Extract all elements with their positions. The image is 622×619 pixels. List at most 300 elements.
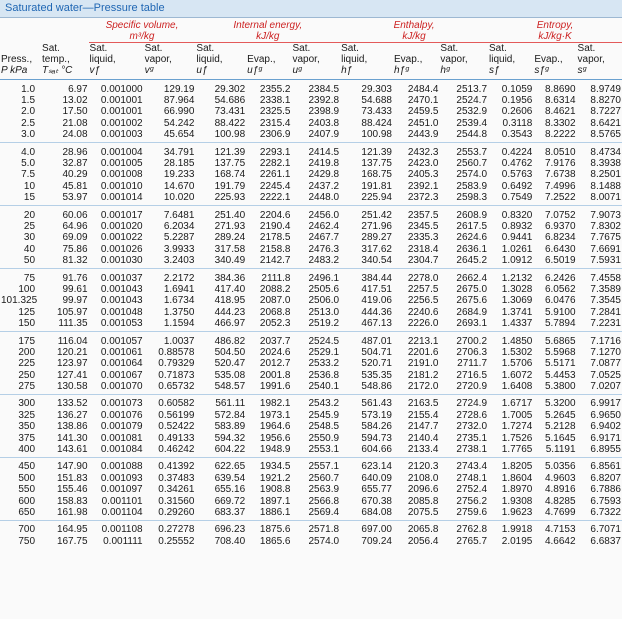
- table-cell: 639.54: [214, 473, 246, 484]
- table-cell: 1.5706: [501, 358, 533, 370]
- table-cell: 1.9308: [501, 495, 533, 507]
- table-cell: 2560.7: [456, 158, 488, 170]
- table-cell: 548.86: [340, 381, 393, 394]
- table-block: [0, 520, 622, 548]
- table-cell: 2278.0: [407, 272, 439, 284]
- table-cell: 40.29: [62, 169, 88, 181]
- table-cell: 5.3200: [544, 398, 576, 410]
- table-cell: 0.3118: [502, 118, 533, 129]
- table-cell: 2222.1: [246, 193, 291, 206]
- table-cell: 2282.1: [259, 158, 291, 170]
- table-cell: 5.0356: [544, 461, 576, 473]
- table-cell: 69.09: [62, 232, 88, 244]
- table-cell: 2545.9: [308, 410, 340, 421]
- table-cell: 5.5171: [544, 358, 576, 370]
- table-cell: 2443.9: [393, 130, 439, 143]
- column-header: [393, 43, 439, 77]
- table-cell: 100: [18, 284, 36, 295]
- table-cell: 0.3543: [488, 130, 533, 143]
- table-cell: 2419.8: [308, 158, 340, 170]
- table-cell: 2571.8: [308, 524, 340, 536]
- table-cell: 100.98: [340, 130, 393, 143]
- group-header-specific-volume: Specific volume, m³/kg: [89, 20, 196, 43]
- table-cell: 504.71: [361, 347, 392, 358]
- column-header: [0, 43, 41, 77]
- table-cell: 584.26: [361, 421, 392, 433]
- table-cell: 2245.4: [259, 181, 291, 192]
- table-cell: 7.3589: [590, 284, 621, 295]
- table-block: [0, 142, 622, 205]
- table-cell: 1.3750: [163, 307, 195, 318]
- table-cell: 99.61: [62, 284, 88, 295]
- table-cell: 75: [23, 272, 36, 284]
- table-cell: 289.24: [214, 232, 246, 244]
- table-cell: 0.37483: [158, 473, 195, 484]
- table-cell: 2398.9: [308, 106, 340, 118]
- column-header: [195, 43, 246, 77]
- table-cell: 0.001081: [100, 432, 143, 444]
- table-cell: 1.1594: [144, 318, 196, 331]
- table-cell: 2536.8: [308, 369, 340, 381]
- table-cell: 8.4734: [590, 146, 621, 158]
- table-cell: 0.49133: [158, 432, 195, 444]
- table-cell: 6.7071: [590, 524, 621, 536]
- table-cell: 225.93: [195, 193, 246, 206]
- table-cell: 40: [23, 244, 36, 255]
- column-header-line: sƒᵍ: [534, 65, 549, 76]
- table-cell: 0.4762: [501, 158, 533, 170]
- table-cell: 1.9623: [488, 507, 533, 520]
- column-header-row: [0, 43, 622, 77]
- table-cell: 0.34261: [158, 484, 195, 496]
- table-cell: 6.0476: [544, 295, 576, 307]
- table-cell: 0.001000: [100, 83, 143, 95]
- table-cell: 123.97: [56, 358, 88, 370]
- table-cell: 561.43: [361, 398, 392, 410]
- table-title: Saturated water—Pressure table: [5, 2, 165, 14]
- table-cell: 21.08: [62, 118, 88, 129]
- column-header-line: Tₛₐₜ °C: [42, 65, 73, 76]
- table-cell: 2429.8: [308, 169, 340, 181]
- table-cell: 0.8320: [501, 209, 533, 221]
- table-cell: 2423.0: [407, 158, 439, 170]
- table-cell: 1.0037: [163, 335, 195, 347]
- table-cell: 535.35: [361, 369, 392, 381]
- table-cell: 6.6837: [590, 536, 621, 547]
- table-cell: 2085.8: [407, 495, 439, 507]
- table-cell: 1991.6: [246, 381, 291, 394]
- table-cell: 2700.2: [456, 335, 488, 347]
- table-cell: 1921.2: [259, 473, 291, 484]
- column-header-line: uƒᵍ: [247, 65, 263, 76]
- table-cell: 2293.1: [259, 146, 291, 158]
- table-row: [0, 233, 622, 244]
- table-row: [0, 268, 622, 284]
- table-cell: 623.14: [361, 461, 392, 473]
- column-header-line: uᵍ: [292, 65, 302, 76]
- table-cell: 2338.1: [259, 95, 291, 107]
- table-row: [0, 507, 622, 520]
- table-cell: 0.001010: [100, 181, 143, 192]
- table-cell: 2065.8: [407, 524, 439, 536]
- table-cell: 0.88578: [158, 347, 195, 358]
- table-cell: 5.3800: [533, 381, 576, 394]
- table-cell: 2407.9: [292, 130, 341, 143]
- table-cell: 7.4996: [544, 181, 576, 192]
- table-cell: 683.37: [195, 507, 246, 520]
- table-cell: 2158.8: [259, 244, 291, 255]
- table-cell: 2437.2: [308, 181, 340, 192]
- table-cell: 8.2222: [533, 130, 576, 143]
- table-cell: 289.27: [361, 232, 392, 244]
- table-row: [0, 107, 622, 118]
- column-header-line: vapor,: [440, 54, 468, 65]
- table-cell: 0.27278: [158, 524, 195, 536]
- table-cell: 500: [18, 473, 36, 484]
- table-cell: 0.001003: [89, 130, 144, 143]
- table-cell: 1956.6: [259, 432, 291, 444]
- table-cell: 121.39: [214, 146, 246, 158]
- table-row: [0, 457, 622, 473]
- table-cell: 0.6492: [501, 181, 533, 192]
- table-cell: 2484.4: [407, 83, 439, 95]
- table-cell: 486.82: [214, 335, 246, 347]
- table-cell: 2.2172: [163, 272, 195, 284]
- table-cell: 0.001111: [103, 536, 143, 547]
- table-row: [0, 394, 622, 410]
- table-cell: 2467.7: [308, 232, 340, 244]
- table-cell: 133.52: [56, 398, 88, 410]
- table-cell: 0.29260: [144, 507, 196, 520]
- table-cell: 2392.8: [308, 95, 340, 107]
- table-cell: 622.65: [214, 461, 246, 473]
- table-cell: 384.36: [214, 272, 246, 284]
- table-cell: 5.6865: [544, 335, 576, 347]
- table-cell: 1897.1: [259, 495, 291, 507]
- table-cell: 4.0: [21, 146, 36, 158]
- table-cell: 1.7274: [501, 421, 533, 433]
- table-row: [0, 296, 622, 307]
- table-cell: 1.0912: [488, 255, 533, 268]
- table-cell: 750: [18, 536, 36, 547]
- table-cell: 5.0: [21, 158, 36, 170]
- table-cell: 4.9603: [544, 473, 576, 484]
- table-cell: 2178.5: [259, 232, 291, 244]
- table-cell: 73.433: [361, 106, 392, 118]
- table-row: [0, 244, 622, 255]
- column-header-line: liquid,: [341, 54, 368, 65]
- table-cell: 2462.4: [308, 221, 340, 232]
- table-cell: 2662.4: [456, 272, 488, 284]
- table-cell: 271.96: [361, 221, 392, 232]
- column-header: [246, 43, 291, 77]
- column-header-line: liquid,: [196, 54, 223, 65]
- table-cell: 101.325: [1, 295, 38, 307]
- table-cell: 225: [18, 358, 36, 370]
- table-cell: 1.3741: [501, 307, 533, 318]
- column-header-line: [394, 43, 438, 54]
- table-cell: 0.1059: [501, 83, 533, 95]
- table-cell: 7.0752: [544, 209, 576, 221]
- table-cell: 6.2034: [163, 221, 195, 232]
- table-cell: 168.74: [214, 169, 246, 181]
- table-cell: 167.75: [56, 536, 88, 547]
- table-cell: 2357.5: [407, 209, 439, 221]
- column-header-line: Sat.: [89, 43, 108, 54]
- table-cell: 2513.0: [308, 307, 340, 318]
- table-cell: 8.5765: [577, 130, 622, 143]
- table-row: [0, 284, 622, 295]
- table-cell: 6.7886: [590, 484, 621, 496]
- table-cell: 1.3069: [501, 295, 533, 307]
- table-row: [0, 142, 622, 158]
- table-cell: 548.57: [195, 381, 246, 394]
- table-cell: 0.46242: [144, 444, 196, 457]
- table-cell: 594.73: [361, 432, 392, 444]
- table-cell: 6.97: [68, 83, 88, 95]
- table-cell: 28.96: [62, 146, 88, 158]
- table-cell: 2111.8: [261, 272, 291, 284]
- table-cell: 8.2501: [590, 169, 621, 181]
- table-cell: 8.4621: [544, 106, 576, 118]
- table-cell: 8.3938: [590, 158, 621, 170]
- table-cell: 2140.4: [407, 432, 439, 444]
- table-cell: 6.9370: [544, 221, 576, 232]
- table-cell: 10: [23, 181, 36, 192]
- table-cell: 29.302: [214, 83, 246, 95]
- table-cell: 5.1645: [544, 432, 576, 444]
- table-cell: 1934.5: [259, 461, 291, 473]
- column-header-line: liquid,: [89, 54, 116, 65]
- table-cell: 325: [18, 410, 36, 421]
- table-cell: 350: [18, 421, 36, 433]
- table-cell: 573.19: [361, 410, 392, 421]
- table-cell: 8.8690: [544, 83, 576, 95]
- table-cell: 4.6642: [544, 536, 576, 547]
- table-cell: 1.4850: [501, 335, 533, 347]
- table-cell: 105.97: [56, 307, 88, 318]
- table-row: [0, 536, 622, 548]
- table-cell: 111.35: [41, 318, 89, 331]
- column-header-line: hƒᵍ: [394, 65, 410, 76]
- table-cell: 251.42: [361, 209, 392, 221]
- table-cell: 7.3545: [590, 295, 621, 307]
- table-cell: 1.8205: [501, 461, 533, 473]
- table-cell: 151.83: [56, 473, 88, 484]
- table-row: [0, 347, 622, 358]
- table-cell: 1.6734: [163, 295, 195, 307]
- column-header-line: Press.,: [1, 54, 33, 65]
- column-header-line: vapor,: [577, 54, 605, 65]
- table-cell: 14.670: [163, 181, 195, 192]
- column-header-line: [247, 43, 290, 54]
- table-cell: 2191.0: [407, 358, 439, 370]
- table-cell: 7.4558: [590, 272, 621, 284]
- table-cell: 0.41392: [158, 461, 195, 473]
- table-cell: 535.08: [214, 369, 246, 381]
- table-cell: 225.94: [340, 193, 393, 206]
- table-cell: 1.8970: [501, 484, 533, 496]
- table-cell: 0.4224: [501, 146, 533, 158]
- table-cell: 2.0: [21, 106, 36, 118]
- column-header-line: vapor,: [292, 54, 320, 65]
- table-cell: 2506.0: [308, 295, 340, 307]
- table-cell: 2557.1: [308, 461, 340, 473]
- table-cell: 8.9749: [590, 83, 621, 95]
- table-cell: 2563.9: [308, 484, 340, 496]
- table-cell: 600: [18, 495, 36, 507]
- table-cell: 7.0207: [577, 381, 622, 394]
- table-cell: 2513.7: [456, 83, 488, 95]
- table-cell: 2414.5: [308, 146, 340, 158]
- table-cell: 604.66: [340, 444, 393, 457]
- table-cell: 1.3028: [501, 284, 533, 295]
- table-cell: 2735.1: [456, 432, 488, 444]
- table-cell: 50: [0, 255, 41, 268]
- table-cell: 5.9100: [544, 307, 576, 318]
- table-cell: 2470.1: [407, 95, 439, 107]
- table-cell: 2155.4: [407, 410, 439, 421]
- table-cell: 2720.9: [439, 381, 488, 394]
- table-cell: 8.7227: [590, 106, 621, 118]
- table-cell: 54.688: [361, 95, 392, 107]
- table-cell: 7.6738: [544, 169, 576, 181]
- table-cell: 450: [18, 461, 36, 473]
- table-cell: 4.7699: [533, 507, 576, 520]
- table-row: [0, 118, 622, 129]
- table-cell: 164.95: [56, 524, 88, 536]
- column-header-line: Sat.: [489, 43, 507, 54]
- table-cell: 384.44: [361, 272, 392, 284]
- table-row: [0, 444, 622, 457]
- table-cell: 700: [18, 524, 36, 536]
- table-cell: 2108.0: [407, 473, 439, 484]
- table-cell: 583.89: [214, 421, 246, 433]
- table-cell: 200: [18, 347, 36, 358]
- table-cell: 137.75: [214, 158, 246, 170]
- column-header-line: vƒ: [89, 65, 101, 76]
- table-cell: 6.2426: [544, 272, 576, 284]
- table-row: [0, 410, 622, 421]
- table-row: [0, 158, 622, 169]
- table-cell: 8.0071: [577, 193, 622, 206]
- table-cell: 2617.5: [456, 221, 488, 232]
- table-cell: 444.23: [214, 307, 246, 318]
- table-cell: 7.5: [21, 169, 36, 181]
- table-cell: 6.8207: [590, 473, 621, 484]
- table-block: [0, 80, 622, 143]
- table-cell: 2012.7: [259, 358, 291, 370]
- table-cell: 2056.4: [407, 536, 439, 547]
- table-cell: 1.6717: [501, 398, 533, 410]
- table-cell: 0.2606: [501, 106, 533, 118]
- table-cell: 2756.2: [456, 495, 488, 507]
- table-cell: 0.001084: [89, 444, 144, 457]
- table-cell: 2190.4: [259, 221, 291, 232]
- table-cell: 2759.6: [439, 507, 488, 520]
- table-cell: 191.79: [214, 181, 246, 192]
- column-header-line: vᵍ: [144, 65, 154, 76]
- table-cell: 120.21: [56, 347, 88, 358]
- column-header: [577, 43, 622, 77]
- table-cell: 2519.2: [292, 318, 341, 331]
- table-cell: 2403.8: [308, 118, 340, 129]
- table-cell: 30: [23, 232, 36, 244]
- table-cell: 2172.0: [393, 381, 439, 394]
- table-cell: 275: [0, 381, 41, 394]
- table-block: [0, 205, 622, 268]
- table-cell: 400: [0, 444, 41, 457]
- table-cell: 2325.5: [259, 106, 291, 118]
- table-cell: 7.1716: [590, 335, 621, 347]
- table-cell: 0.001093: [100, 473, 143, 484]
- table-cell: 45.654: [144, 130, 196, 143]
- table-cell: 2448.0: [292, 193, 341, 206]
- table-cell: 2163.5: [407, 398, 439, 410]
- table-cell: 20: [23, 209, 36, 221]
- table-cell: 7.7675: [590, 232, 621, 244]
- table-cell: 175: [18, 335, 36, 347]
- table-cell: 2068.8: [259, 307, 291, 318]
- table-cell: 91.76: [62, 272, 88, 284]
- table-cell: 1886.1: [246, 507, 291, 520]
- table-cell: 0.001001: [100, 106, 143, 118]
- table-cell: 1.4337: [488, 318, 533, 331]
- table-cell: 669.72: [214, 495, 246, 507]
- table-cell: 419.06: [361, 295, 392, 307]
- table-cell: 19.233: [163, 169, 195, 181]
- table-cell: 87.964: [163, 95, 195, 107]
- table-cell: 2574.0: [308, 536, 340, 547]
- table-cell: 1964.6: [259, 421, 291, 433]
- table-cell: 0.001005: [100, 158, 143, 170]
- table-cell: 34.791: [163, 146, 195, 158]
- table-cell: 137.75: [361, 158, 392, 170]
- table-cell: 6.7322: [577, 507, 622, 520]
- group-header-internal-energy: Internal energy, kJ/kg: [195, 20, 340, 43]
- table-cell: 2142.7: [246, 255, 291, 268]
- table-cell: 1.0: [21, 83, 36, 95]
- table-cell: 2724.9: [456, 398, 488, 410]
- table-cell: 5.2645: [544, 410, 576, 421]
- table-cell: 0.001026: [100, 244, 143, 255]
- table-cell: 2087.0: [259, 295, 291, 307]
- table-cell: 1.7005: [501, 410, 533, 421]
- table-cell: 0.5763: [501, 169, 533, 181]
- table-cell: 2304.7: [393, 255, 439, 268]
- column-header-line: Evap.,: [534, 54, 563, 65]
- column-header-line: P kPa: [1, 65, 28, 76]
- table-cell: 6.0562: [544, 284, 576, 295]
- table-cell: 2524.5: [308, 335, 340, 347]
- table-cell: 143.61: [41, 444, 89, 457]
- table-cell: 2204.6: [259, 209, 291, 221]
- table-cell: 2675.0: [456, 284, 488, 295]
- column-header: [89, 43, 144, 77]
- table-row: [0, 307, 622, 318]
- table-cell: 0.001104: [89, 507, 144, 520]
- table-cell: 317.62: [361, 244, 392, 255]
- table-cell: 6.8955: [577, 444, 622, 457]
- table-cell: 25: [23, 221, 36, 232]
- table-cell: 4.7153: [544, 524, 576, 536]
- table-cell: 250: [18, 369, 36, 381]
- table-cell: 8.1488: [590, 181, 621, 192]
- table-cell: 251.40: [214, 209, 246, 221]
- column-header-line: Sat.: [42, 43, 60, 54]
- column-header: [41, 43, 89, 77]
- column-header-line: hᵍ: [440, 65, 450, 76]
